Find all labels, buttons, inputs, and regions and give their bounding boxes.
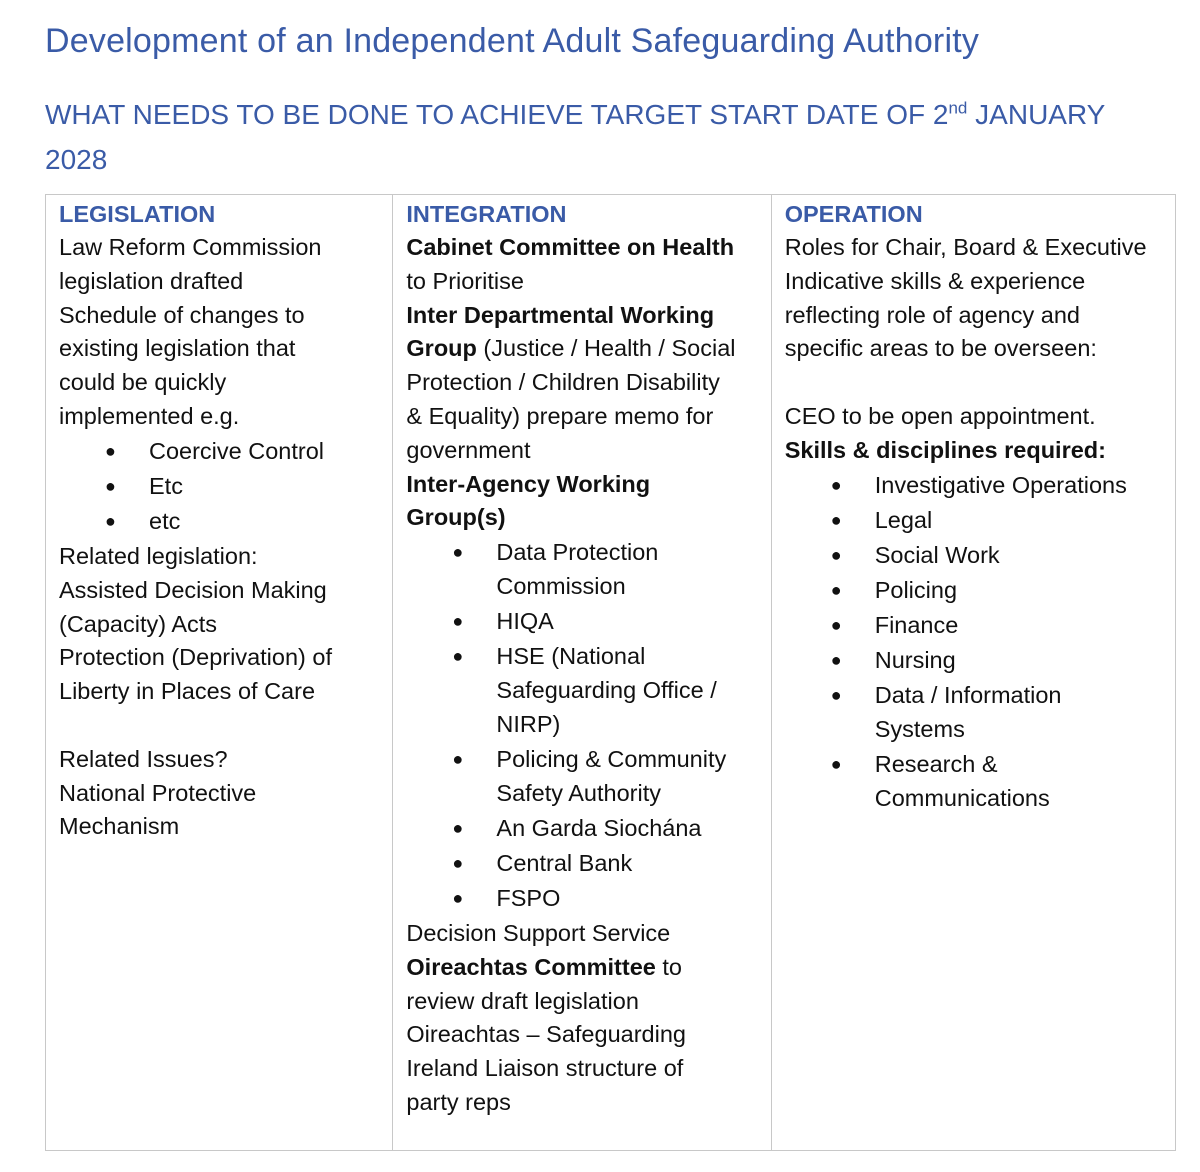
spacer <box>785 366 1167 400</box>
text-line: Mechanism <box>59 813 180 840</box>
bold-text: Group <box>406 335 477 362</box>
list-item-text: Central Bank <box>496 849 633 876</box>
bullet-icon: ● <box>105 510 116 531</box>
text-line: Assisted Decision Making <box>59 576 327 603</box>
list-item <box>785 644 1167 678</box>
text-line: implemented e.g. <box>59 402 240 429</box>
legislation-column <box>46 195 392 1150</box>
list-item <box>406 605 762 639</box>
list-item-text: Nursing <box>874 647 956 674</box>
text-line: Protection / Children Disability <box>406 369 720 396</box>
legislation-text-block-a <box>59 231 384 434</box>
list-item <box>59 435 384 469</box>
list-item-text: Social Work <box>874 541 1000 568</box>
list-item-text: Data Protection <box>496 539 659 566</box>
list-item-text: Etc <box>149 472 183 499</box>
text-line: Schedule of changes to <box>59 301 305 328</box>
legislation-bullet-list <box>59 435 384 539</box>
operation-bullet-list <box>785 469 1167 816</box>
text-line-bold: Group(s) <box>406 504 506 531</box>
bullet-icon: ● <box>830 685 842 706</box>
list-item-text: Policing & Community <box>496 745 727 772</box>
list-item <box>785 539 1167 573</box>
text-line: National Protective <box>59 779 257 806</box>
list-item-text: Communications <box>874 784 1050 811</box>
text-line: reflecting role of agency and <box>784 301 1080 328</box>
plain-text: to <box>655 953 682 980</box>
bullet-icon: ● <box>830 474 842 495</box>
list-item <box>785 748 1167 816</box>
list-item-text: Safety Authority <box>496 779 661 806</box>
text-line: Indicative skills & experience <box>784 267 1086 294</box>
bullet-icon: ● <box>452 887 464 908</box>
bullet-icon: ● <box>830 650 842 671</box>
list-item-text: FSPO <box>496 884 561 911</box>
bullet-icon: ● <box>452 646 464 667</box>
text-line <box>406 332 762 366</box>
list-item <box>406 882 762 916</box>
list-item <box>59 470 384 504</box>
bullet-icon: ● <box>830 614 842 635</box>
list-item <box>406 812 762 846</box>
list-item-text: Policing <box>874 576 958 603</box>
list-item-text: Investigative Operations <box>874 471 1127 498</box>
legislation-text-block-c <box>59 743 384 844</box>
operation-column <box>771 195 1175 1150</box>
text-line: legislation drafted <box>59 267 244 294</box>
text-line: & Equality) prepare memo for <box>406 402 714 429</box>
bullet-icon: ● <box>452 611 464 632</box>
list-item <box>59 505 384 539</box>
text-line: Ireland Liaison structure of <box>406 1055 684 1082</box>
text-line-bold: Inter Departmental Working <box>406 301 715 328</box>
list-item <box>785 469 1167 503</box>
bold-text: Oireachtas Committee <box>406 953 656 980</box>
list-item <box>406 536 762 604</box>
text-line: Liberty in Places of Care <box>59 678 316 705</box>
bullet-icon: ● <box>452 817 464 838</box>
list-item-text: etc <box>149 507 181 534</box>
bullet-icon: ● <box>452 852 464 873</box>
text-line: Roles for Chair, Board & Executive <box>784 234 1147 260</box>
document-subtitle <box>45 92 1165 182</box>
text-line: Decision Support Service <box>406 920 671 947</box>
list-item <box>785 574 1167 608</box>
integration-heading: INTEGRATION <box>406 201 567 227</box>
list-item <box>406 847 762 881</box>
text-line: Oireachtas – Safeguarding <box>406 1021 686 1048</box>
text-line: Related Issues? <box>59 745 228 772</box>
subtitle-ordinal-suffix: nd <box>948 98 968 118</box>
text-line: could be quickly <box>59 369 227 396</box>
text-line <box>406 951 762 985</box>
text-line-bold: Inter-Agency Working <box>406 470 651 497</box>
list-item <box>785 679 1167 747</box>
bullet-icon: ● <box>105 475 116 496</box>
list-item <box>785 609 1167 643</box>
text-line: existing legislation that <box>59 335 296 362</box>
legislation-text-block-b <box>59 540 384 709</box>
integration-bullet-list <box>406 536 762 916</box>
plan-table <box>45 194 1176 1151</box>
bullet-icon: ● <box>830 509 842 530</box>
list-item-text: Data / Information <box>874 682 1062 709</box>
text-line: to Prioritise <box>406 267 524 294</box>
list-item-text: HIQA <box>496 608 554 635</box>
plain-text: (Justice / Health / Social <box>476 335 736 362</box>
text-line: Protection (Deprivation) of <box>59 644 332 671</box>
text-line: review draft legislation <box>406 987 639 1014</box>
list-item <box>785 504 1167 538</box>
list-item-text: Research & <box>874 751 998 778</box>
bullet-icon: ● <box>452 542 464 563</box>
list-item-text: Safeguarding Office / <box>496 676 717 703</box>
list-item-text: Coercive Control <box>149 437 325 464</box>
operation-heading: OPERATION <box>784 201 923 227</box>
list-item-text: NIRP) <box>496 710 561 737</box>
text-line: (Capacity) Acts <box>59 610 218 637</box>
subtitle-text-end: JANUARY 2028 <box>45 99 1105 175</box>
integration-column <box>392 195 770 1150</box>
bullet-icon: ● <box>105 440 116 461</box>
legislation-heading: LEGISLATION <box>59 201 216 227</box>
list-item <box>406 640 762 741</box>
list-item-text: Commission <box>496 572 626 599</box>
list-item-text: Finance <box>874 611 959 638</box>
bullet-icon: ● <box>452 748 464 769</box>
bullet-icon: ● <box>830 579 842 600</box>
text-line: party reps <box>406 1089 511 1115</box>
text-line: CEO to be open appointment. <box>784 402 1096 429</box>
text-line-bold: Cabinet Committee on Health <box>406 234 735 260</box>
list-item-text: Systems <box>874 715 965 742</box>
list-item <box>406 743 762 811</box>
list-item-text: An Garda Siochána <box>496 814 702 841</box>
text-line: government <box>406 436 531 463</box>
document-title: Development of an Independent Adult Safeguarding Authority <box>45 22 980 60</box>
list-item-text: Legal <box>874 506 933 533</box>
text-line: Related legislation: <box>59 543 258 570</box>
text-line-bold: Skills & disciplines required: <box>784 436 1106 463</box>
text-line: Law Reform Commission <box>59 234 322 260</box>
bullet-icon: ● <box>830 754 842 775</box>
list-item-text: HSE (National <box>496 643 646 670</box>
text-line: specific areas to be overseen: <box>784 335 1097 362</box>
bullet-icon: ● <box>830 544 842 565</box>
subtitle-text: WHAT NEEDS TO BE DONE TO ACHIEVE TARGET START DATE OF 2 <box>45 99 949 130</box>
spacer <box>59 709 384 743</box>
